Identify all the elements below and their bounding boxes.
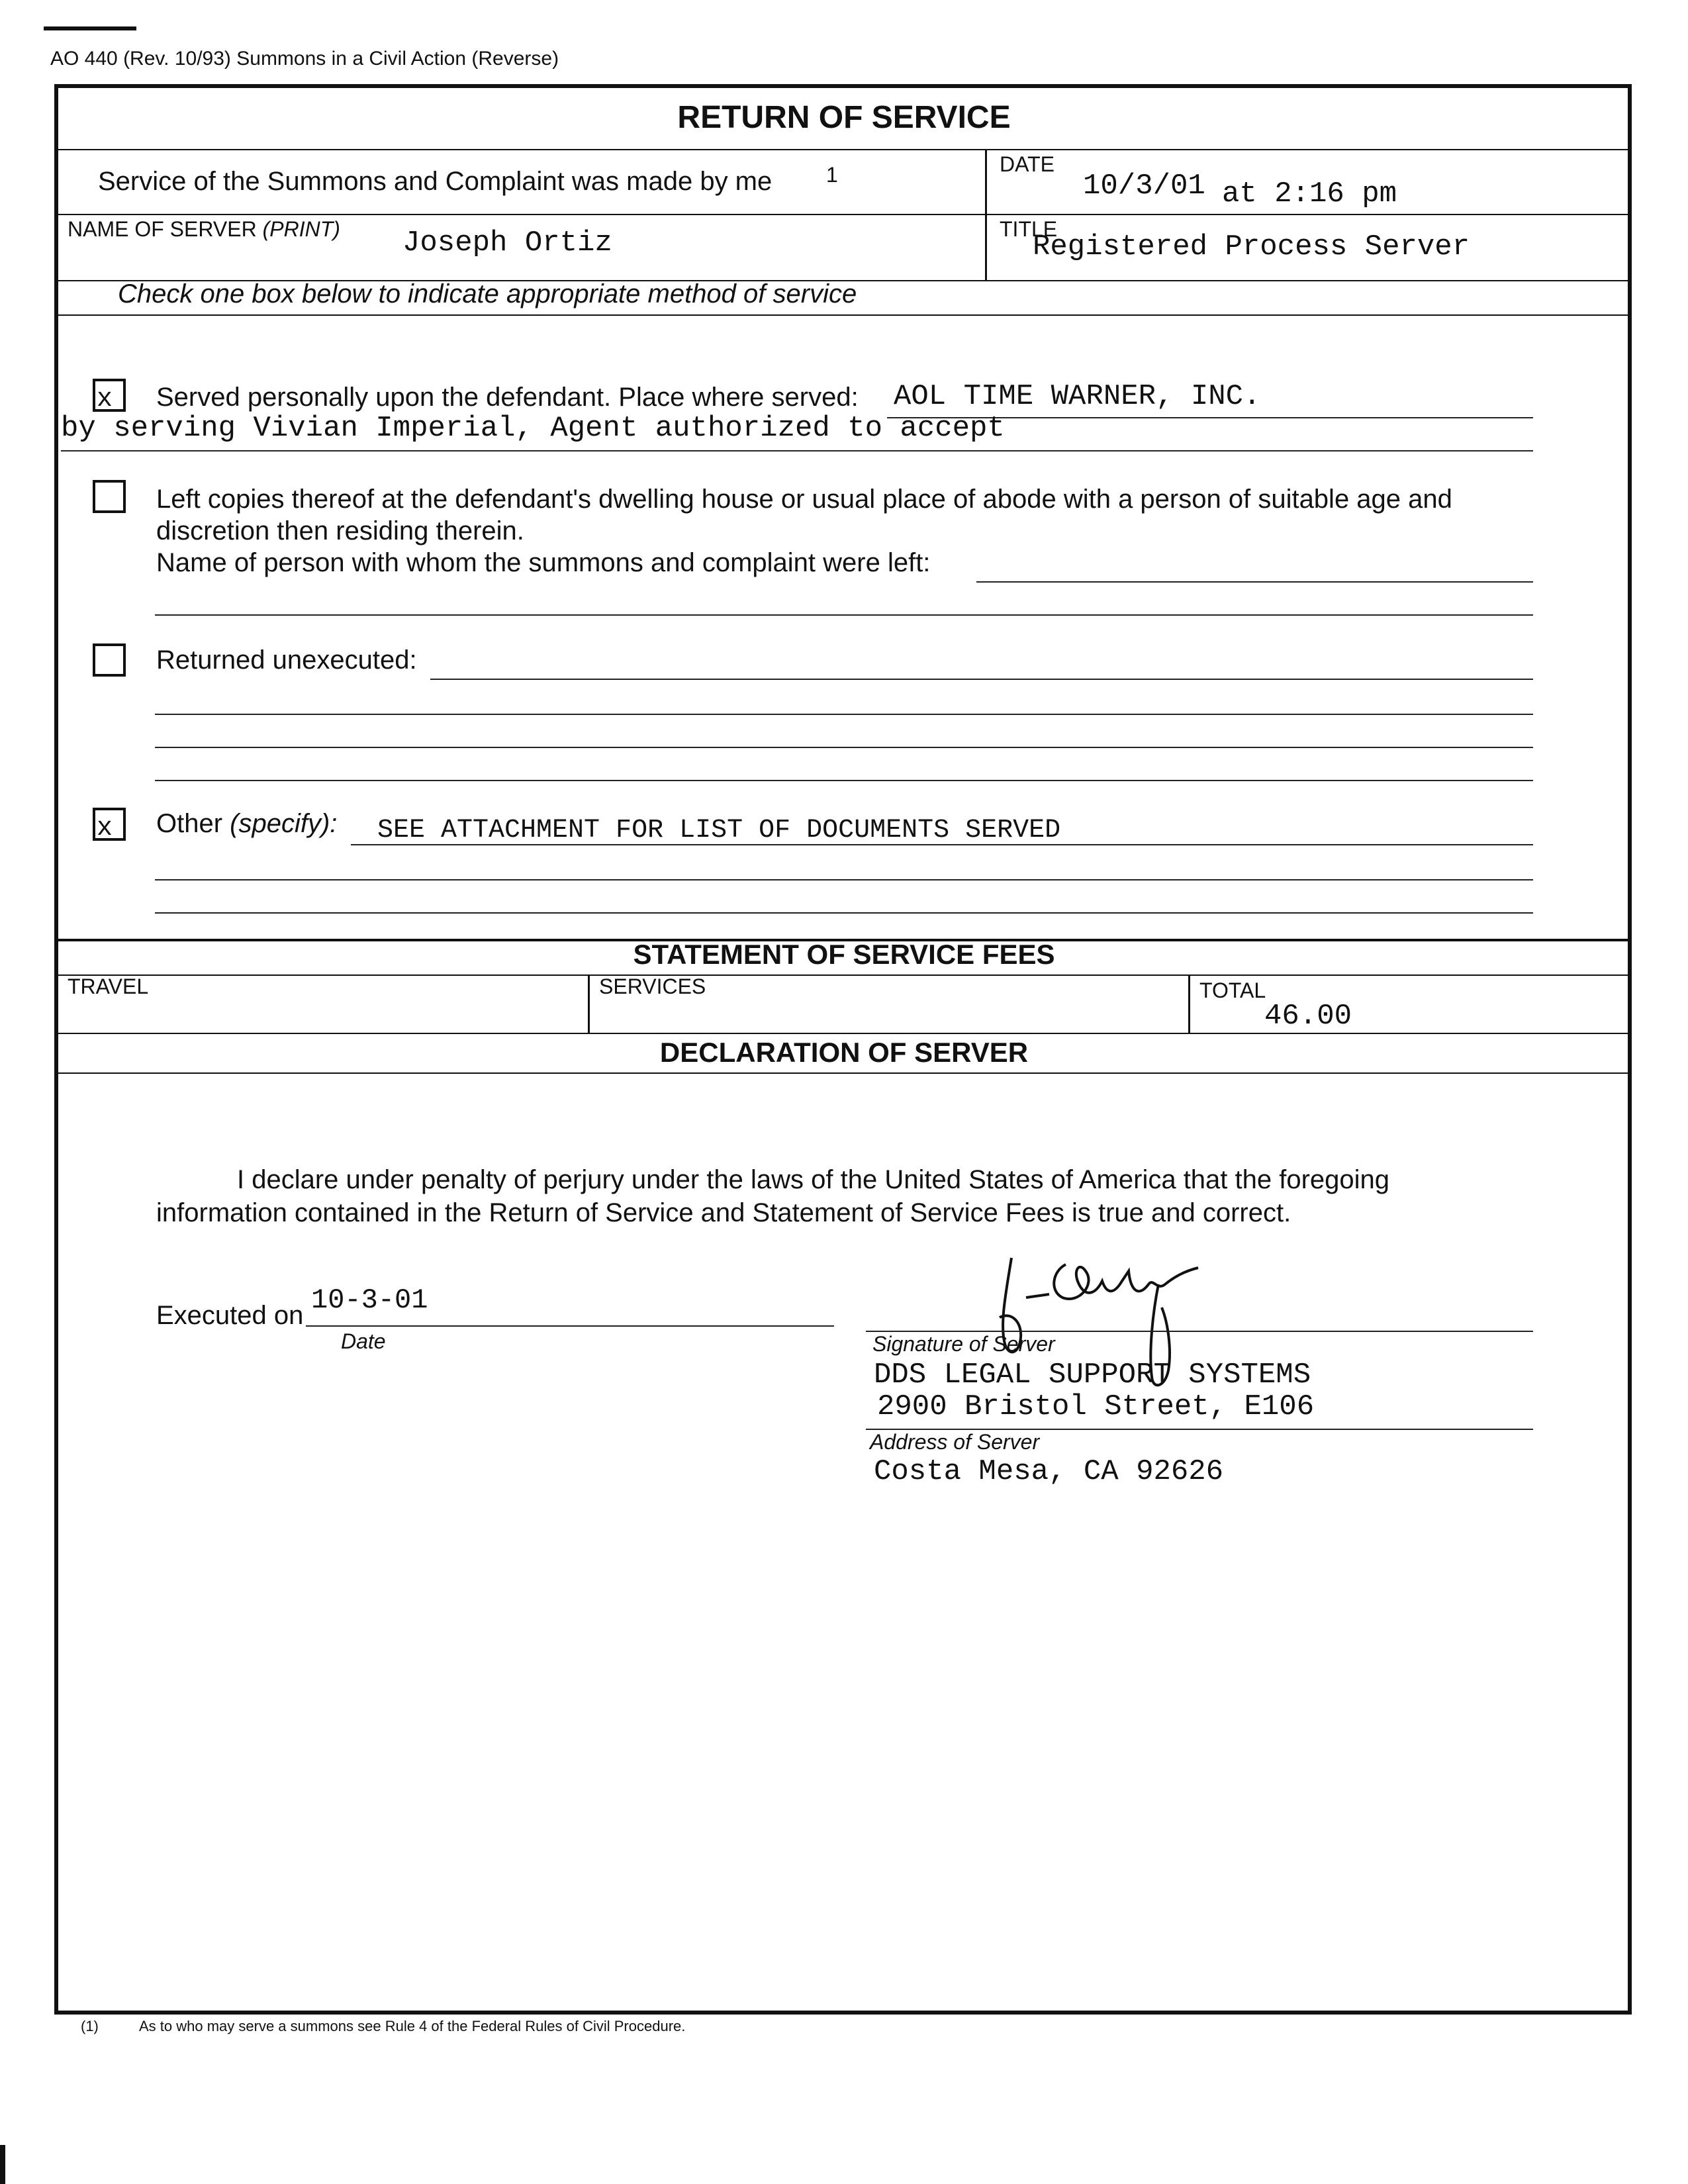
divider (56, 149, 1630, 150)
check-instruction: Check one box below to indicate appropriate method of service (118, 279, 857, 309)
form-title: RETURN OF SERVICE (677, 100, 1011, 135)
signature-caption: Signature of Server (872, 1332, 1055, 1356)
left-copies-label: Left copies thereof at the defendant's dwelling house or usual place of abode with a person of suitable age and (156, 485, 1452, 514)
total-label: TOTAL (1199, 978, 1266, 1002)
title-label: TITLE (1000, 217, 1058, 241)
fees-divider (1188, 974, 1190, 1033)
date-caption: Date (341, 1329, 386, 1353)
footnote-ref: 1 (826, 163, 838, 187)
returned-line-4 (155, 780, 1533, 781)
address-caption: Address of Server (870, 1430, 1040, 1454)
other-line-2 (155, 879, 1533, 880)
served-personally-label: Served personally upon the defendant. Place where served: (156, 383, 859, 412)
travel-label: TRAVEL (68, 974, 149, 998)
date-time: at 2:16 pm (1222, 177, 1397, 211)
left-copies-name-label: Name of person with whom the summons and complaint were left: (156, 548, 931, 577)
other-line (351, 844, 1533, 845)
check-mark: x (97, 814, 113, 843)
divider (56, 974, 1630, 976)
declaration-text-1: I declare under penalty of perjury under the laws of the United States of America that the foregoing (237, 1165, 1390, 1194)
other-label: Other (specify): (156, 809, 338, 838)
returned-line-3 (155, 747, 1533, 748)
declaration-heading: DECLARATION OF SERVER (659, 1037, 1029, 1068)
server-city: Costa Mesa, CA 92626 (874, 1455, 1224, 1488)
name-label: NAME OF SERVER (PRINT) (68, 217, 340, 241)
other-line-3 (155, 912, 1533, 914)
date-label: DATE (1000, 152, 1055, 176)
declaration-text-2: information contained in the Return of Service and Statement of Service Fees is true and correct. (156, 1198, 1291, 1227)
other-checkbox[interactable] (93, 808, 126, 841)
total-value: 46.00 (1264, 1000, 1352, 1033)
place-served: AOL TIME WARNER, INC. (894, 380, 1261, 413)
executed-label: Executed on (156, 1301, 304, 1330)
server-street: 2900 Bristol Street, E106 (877, 1390, 1315, 1423)
service-made-label: Service of the Summons and Complaint was made by me (98, 167, 773, 196)
date-column-divider (985, 149, 987, 281)
form-id: AO 440 (Rev. 10/93) Summons in a Civil Action (Reverse) (50, 48, 559, 70)
server-company: DDS LEGAL SUPPORT SYSTEMS (874, 1358, 1311, 1392)
fees-divider (588, 974, 590, 1033)
server-name: Joseph Ortiz (402, 226, 612, 260)
returned-line (430, 679, 1533, 680)
executed-date: 10-3-01 (311, 1284, 428, 1316)
returned-unexecuted-label: Returned unexecuted: (156, 645, 417, 675)
served-detail-line (61, 450, 1533, 451)
returned-line-2 (155, 714, 1533, 715)
date-value: 10/3/01 (1083, 169, 1205, 203)
returned-unexecuted-checkbox[interactable] (93, 643, 126, 677)
left-copies-label-2: discretion then residing therein. (156, 516, 524, 546)
footnote-number: (1) (81, 2018, 99, 2034)
services-label: SERVICES (599, 974, 706, 998)
served-personally-checkbox[interactable] (93, 379, 126, 412)
executed-date-line (306, 1325, 834, 1327)
divider (56, 214, 1630, 215)
scan-artifact (0, 2145, 5, 2184)
check-mark: x (97, 385, 113, 414)
divider (56, 1033, 1630, 1034)
other-specify-value: SEE ATTACHMENT FOR LIST OF DOCUMENTS SERVED (377, 816, 1061, 845)
scan-artifact (44, 26, 136, 30)
left-copies-name-line (976, 581, 1533, 583)
divider (56, 1072, 1630, 1074)
divider (56, 314, 1630, 316)
left-copies-checkbox[interactable] (93, 480, 126, 513)
fees-heading: STATEMENT OF SERVICE FEES (633, 939, 1055, 970)
left-copies-blank-line (155, 614, 1533, 616)
served-detail: by serving Vivian Imperial, Agent authorized to accept (61, 412, 1005, 445)
server-title: Registered Process Server (1033, 230, 1470, 263)
footnote-text: As to who may serve a summons see Rule 4 of the Federal Rules of Civil Procedure. (139, 2018, 686, 2034)
